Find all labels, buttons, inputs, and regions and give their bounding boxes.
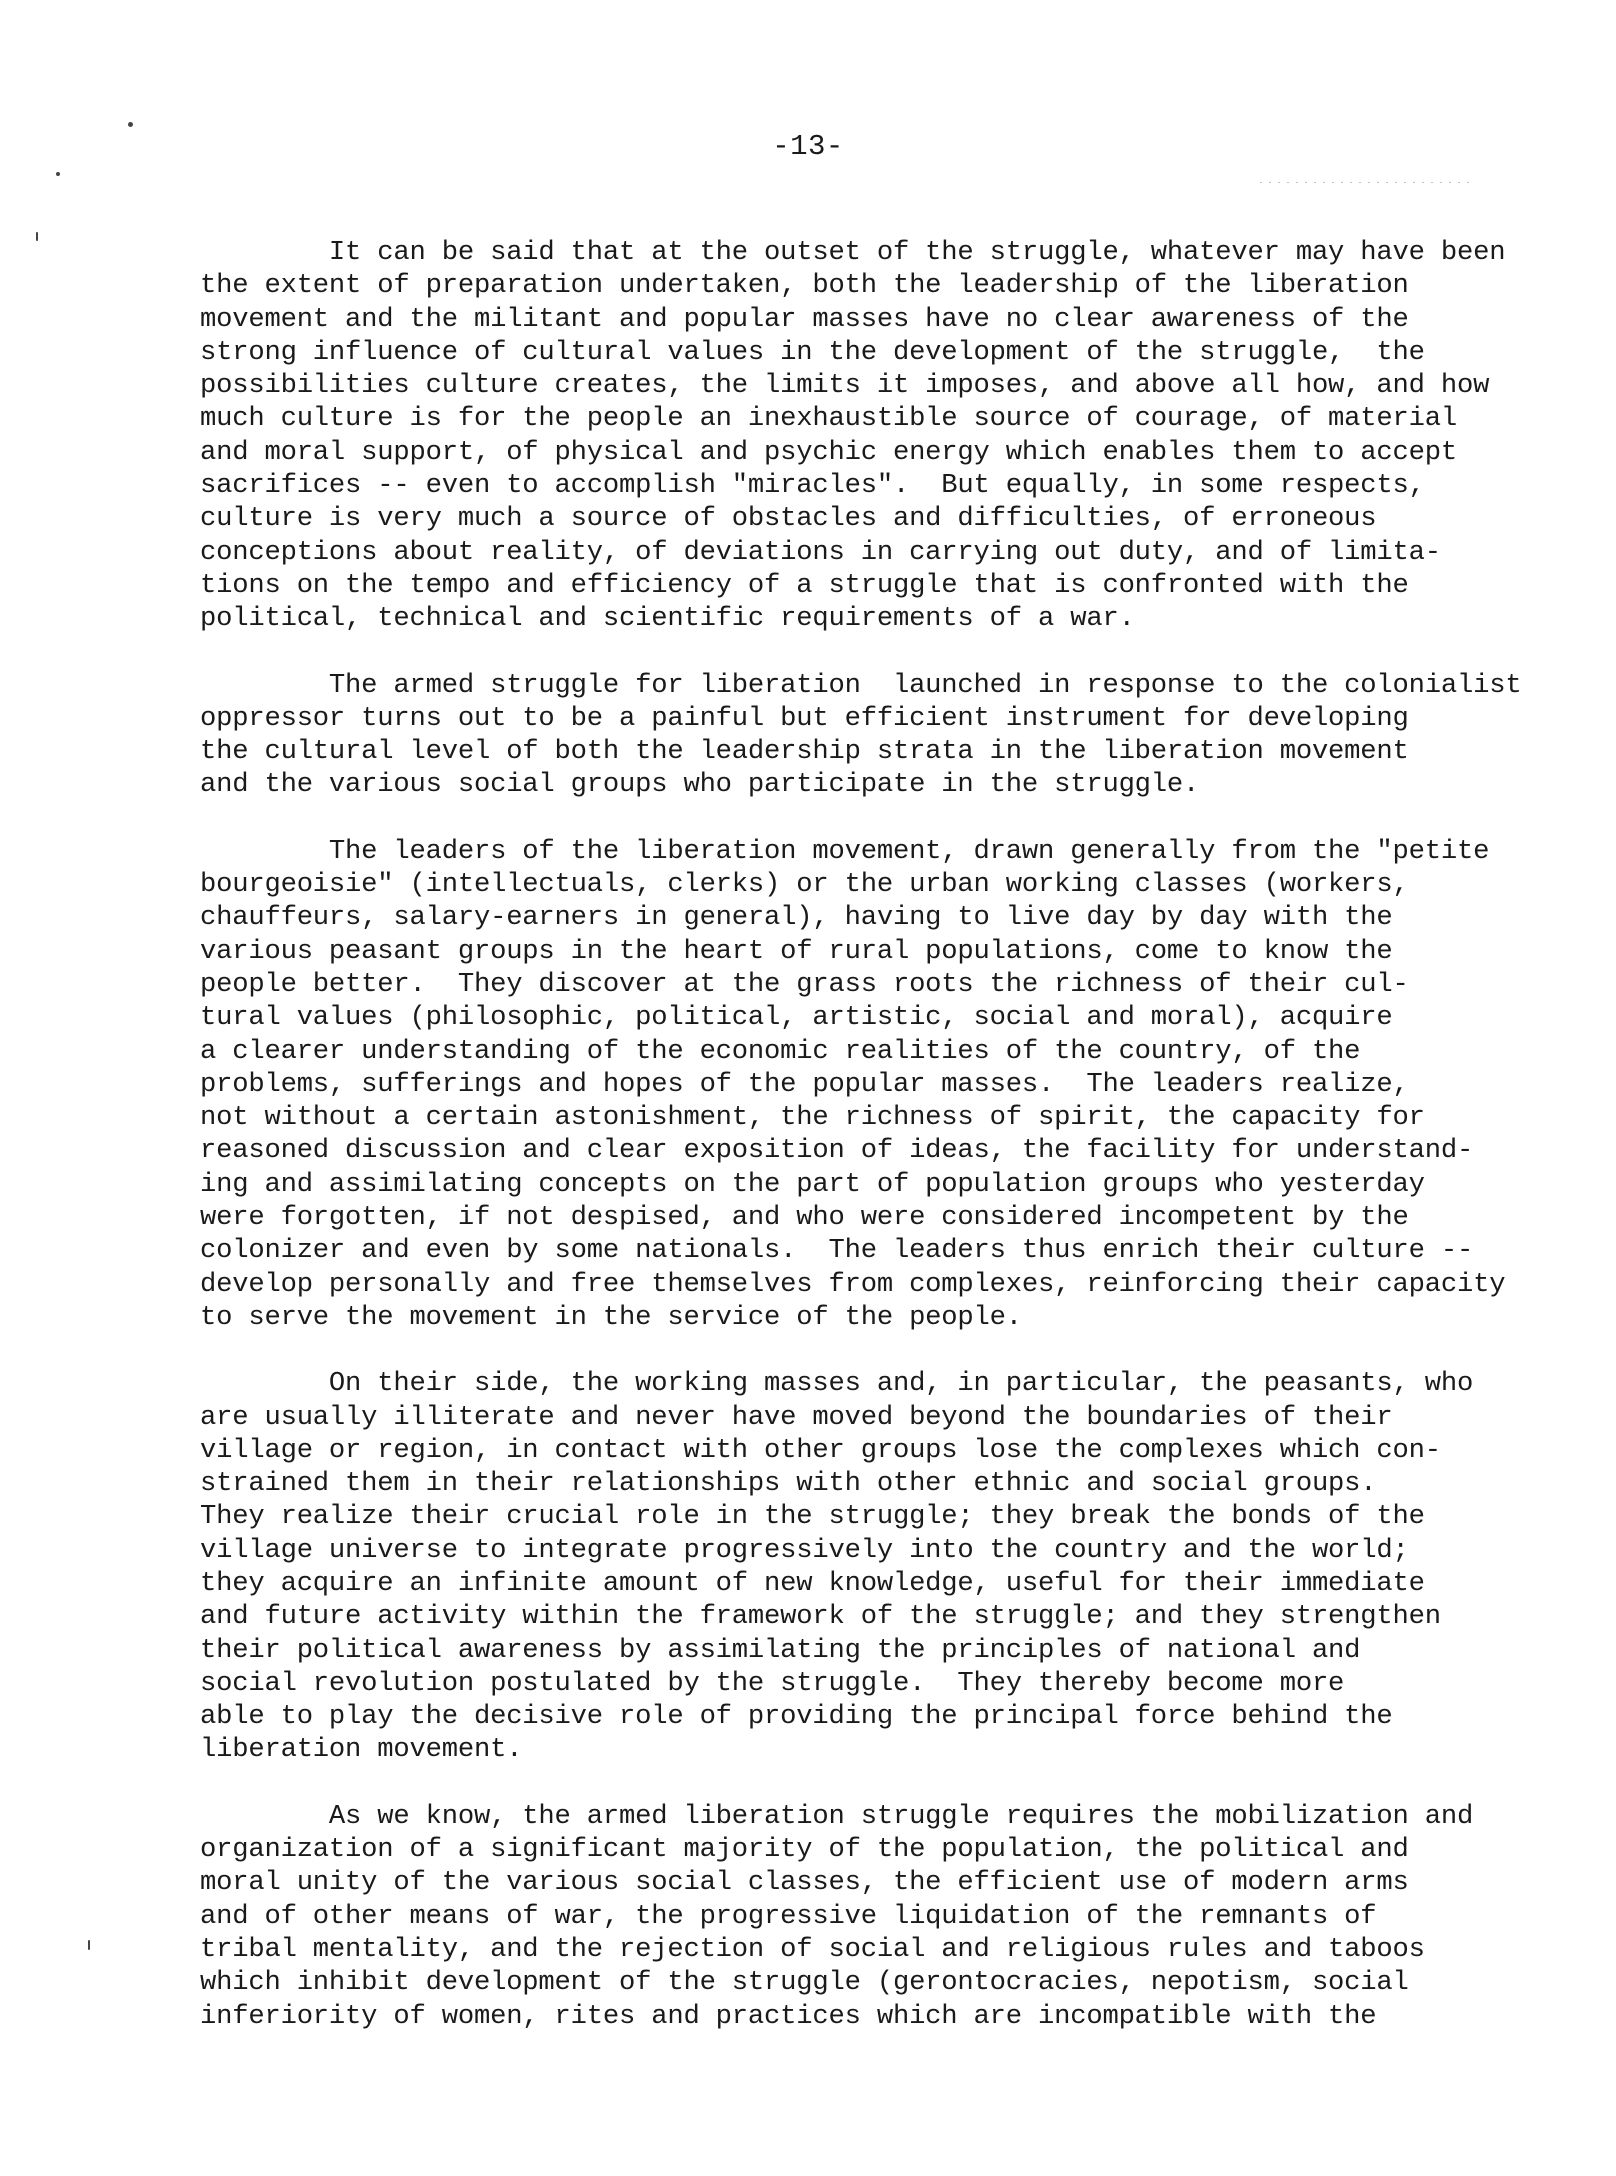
paragraph <box>200 669 1560 802</box>
text-line: movement and the militant and popular masses have no clear awareness of the <box>200 303 1409 335</box>
text-line: to serve the movement in the service of the people. <box>200 1301 1022 1333</box>
text-line: a clearer understanding of the economic realities of the country, of the <box>200 1035 1361 1067</box>
text-line: reasoned discussion and clear exposition of ideas, the facility for understand- <box>200 1135 1474 1167</box>
text-line: village universe to integrate progressively into the country and the world; <box>200 1534 1409 1566</box>
scan-speck <box>56 172 60 176</box>
paragraph <box>200 1800 1560 2033</box>
text-line: strong influence of cultural values in the development of the struggle, the <box>200 336 1425 368</box>
text-line: tural values (philosophic, political, artistic, social and moral), acquire <box>200 1002 1393 1034</box>
text-line: and moral support, of physical and psychic energy which enables them to accept <box>200 436 1457 468</box>
text-line: social revolution postulated by the struggle. They thereby become more <box>200 1667 1345 1699</box>
text-line: problems, sufferings and hopes of the popular masses. The leaders realize, <box>200 1068 1409 1100</box>
text-line: were forgotten, if not despised, and who were considered incompetent by the <box>200 1202 1409 1234</box>
paragraph <box>200 1367 1560 1767</box>
text-line: On their side, the working masses and, in particular, the peasants, who <box>200 1368 1474 1400</box>
text-line: ing and assimilating concepts on the part of population groups who yesterday <box>200 1168 1425 1200</box>
text-line: They realize their crucial role in the struggle; they break the bonds of the <box>200 1501 1425 1533</box>
text-line: bourgeoisie" (intellectuals, clerks) or the urban working classes (workers, <box>200 869 1409 901</box>
text-line: sacrifices -- even to accomplish "miracles". But equally, in some respects, <box>200 470 1425 502</box>
text-line: tions on the tempo and efficiency of a struggle that is confronted with the <box>200 569 1409 601</box>
text-line: which inhibit development of the struggle (gerontocracies, nepotism, social <box>200 1967 1409 1999</box>
text-line: and of other means of war, the progressive liquidation of the remnants of <box>200 1900 1377 1932</box>
paragraph <box>200 835 1560 1334</box>
text-line: village or region, in contact with other groups lose the complexes which con- <box>200 1434 1441 1466</box>
text-line: people better. They discover at the grass roots the richness of their cul- <box>200 968 1409 1000</box>
text-line: possibilities culture creates, the limits it imposes, and above all how, and how <box>200 370 1490 402</box>
text-line: colonizer and even by some nationals. The leaders thus enrich their culture -- <box>200 1235 1474 1267</box>
text-line: organization of a significant majority of the population, the political and <box>200 1834 1409 1866</box>
text-line: able to play the decisive role of providing the principal force behind the <box>200 1701 1393 1733</box>
scan-noise <box>1260 182 1470 183</box>
text-line: liberation movement. <box>200 1734 523 1766</box>
scan-speck <box>88 1940 90 1950</box>
scan-speck <box>128 122 133 127</box>
document-body <box>200 236 1560 2066</box>
text-line: culture is very much a source of obstacles and difficulties, of erroneous <box>200 503 1377 535</box>
text-line: political, technical and scientific requirements of a war. <box>200 603 1135 635</box>
text-line: conceptions about reality, of deviations in carrying out duty, and of limita- <box>200 536 1441 568</box>
text-line: are usually illiterate and never have moved beyond the boundaries of their <box>200 1401 1393 1433</box>
text-line: chauffeurs, salary-earners in general), having to live day by day with the <box>200 902 1393 934</box>
text-line: moral unity of the various social classes, the efficient use of modern arms <box>200 1867 1409 1899</box>
text-line: tribal mentality, and the rejection of social and religious rules and taboos <box>200 1933 1425 1965</box>
text-line: and future activity within the framework of the struggle; and they strengthen <box>200 1601 1441 1633</box>
text-line: much culture is for the people an inexhaustible source of courage, of material <box>200 403 1457 435</box>
paragraph <box>200 236 1560 636</box>
text-line: they acquire an infinite amount of new knowledge, useful for their immediate <box>200 1567 1425 1599</box>
text-line: As we know, the armed liberation struggle requires the mobilization and <box>200 1800 1474 1832</box>
text-line: the cultural level of both the leadership strata in the liberation movement <box>200 736 1409 768</box>
text-line: the extent of preparation undertaken, both the leadership of the liberation <box>200 270 1409 302</box>
text-line: It can be said that at the outset of the struggle, whatever may have been <box>200 237 1506 268</box>
text-line: develop personally and free themselves from complexes, reinforcing their capacity <box>200 1268 1506 1300</box>
scan-speck <box>36 232 38 241</box>
text-line: not without a certain astonishment, the richness of spirit, the capacity for <box>200 1102 1425 1134</box>
text-line: The leaders of the liberation movement, drawn generally from the "petite <box>200 835 1490 867</box>
text-line: The armed struggle for liberation launched in response to the colonialist <box>200 669 1522 701</box>
page-number: -13- <box>772 130 844 163</box>
text-line: oppressor turns out to be a painful but efficient instrument for developing <box>200 702 1409 734</box>
text-line: inferiority of women, rites and practices which are incompatible with the <box>200 2000 1377 2032</box>
text-line: various peasant groups in the heart of rural populations, come to know the <box>200 935 1393 967</box>
text-line: strained them in their relationships with other ethnic and social groups. <box>200 1468 1377 1500</box>
text-line: their political awareness by assimilating the principles of national and <box>200 1634 1361 1666</box>
text-line: and the various social groups who participate in the struggle. <box>200 769 1200 801</box>
